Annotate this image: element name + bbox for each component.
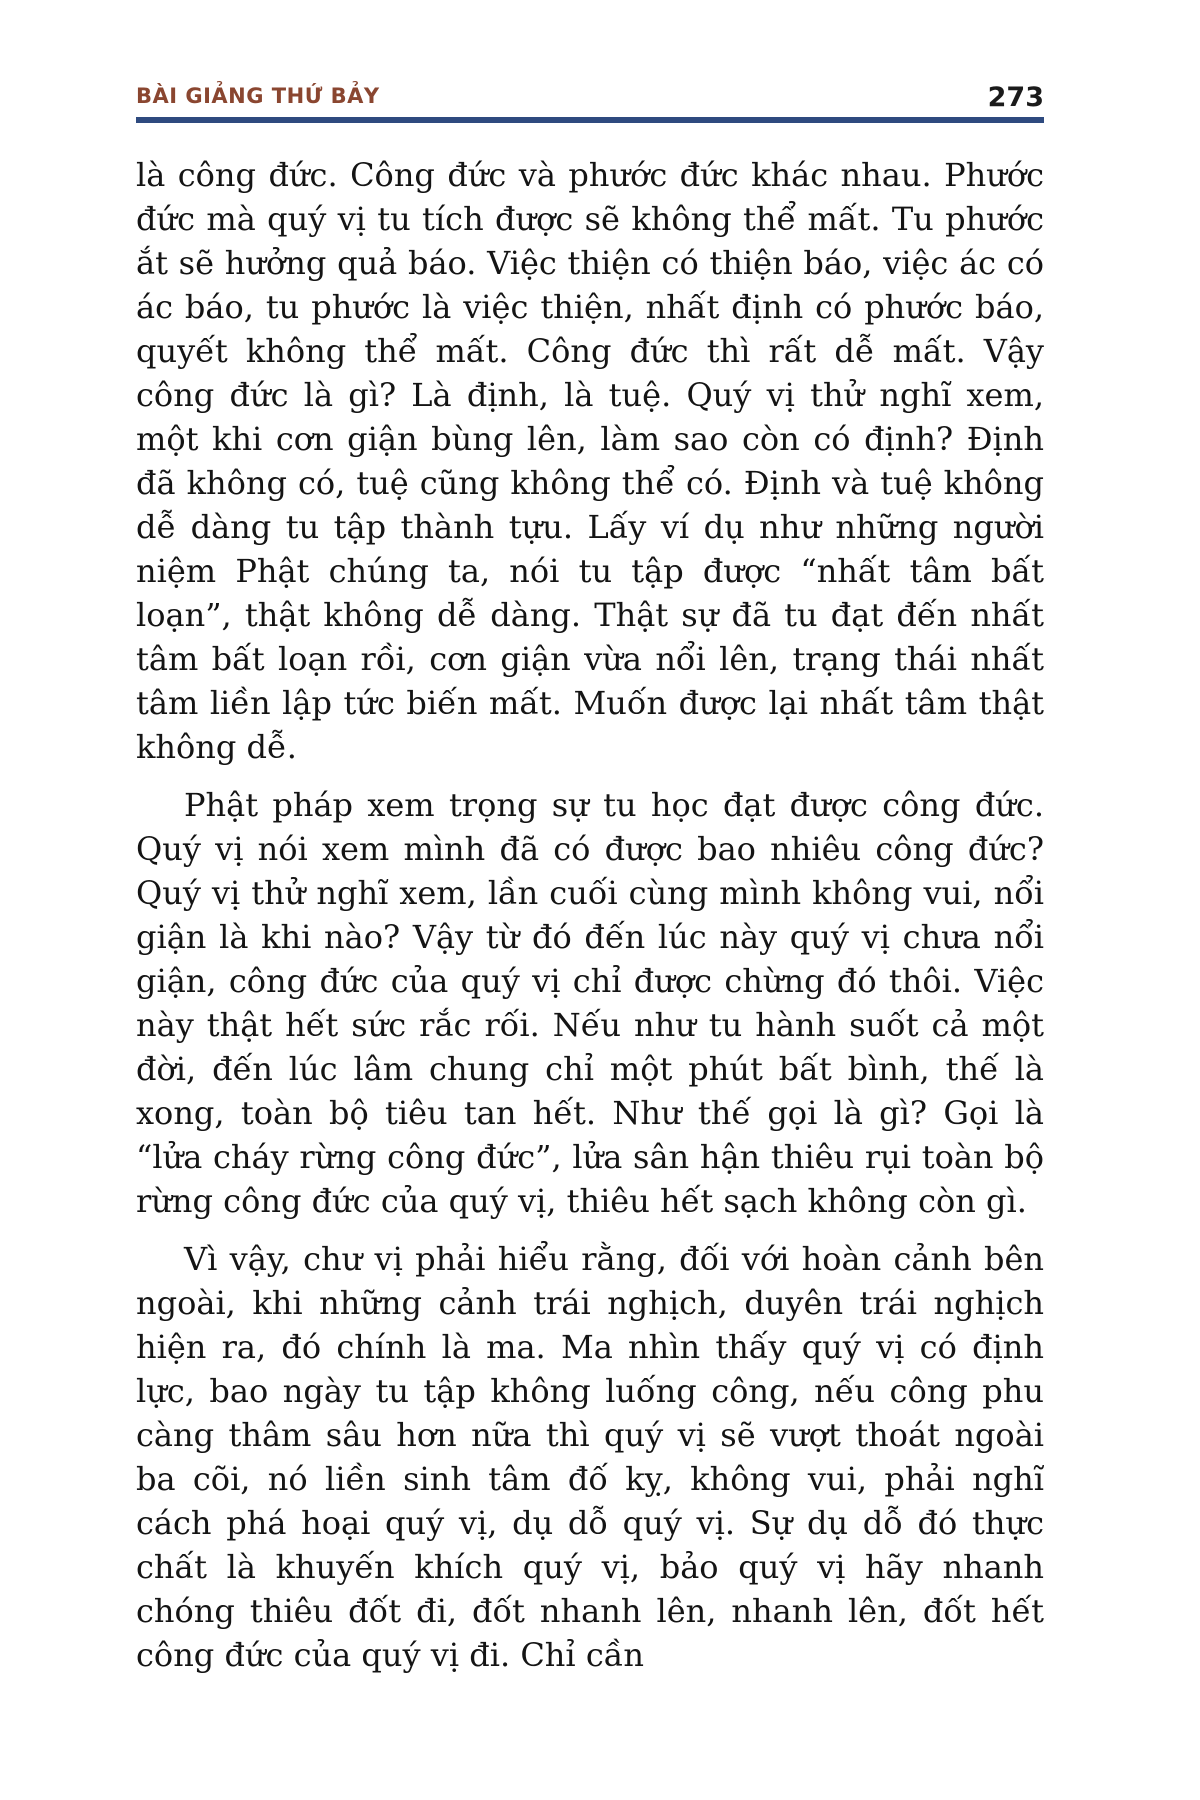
body-text-block (136, 153, 1044, 1677)
page-number: 273 (987, 82, 1044, 113)
paragraph: Phật pháp xem trọng sự tu học đạt được công đức. Quý vị nói xem mình đã có được bao nhiêu công đức? Quý vị thử nghĩ xem, lần cuối cùng mình không vui, nổi giận là khi nào? Vậy từ đó đến lúc này quý vị chưa nổi giận, công đức của quý vị chỉ được chừng đó thôi. Việc này thật hết sức rắc rối. Nếu như tu hành suốt cả một đời, đến lúc lâm chung chỉ một phút bất bình, thế là xong, toàn bộ tiêu tan hết. Như thế gọi là gì? Gọi là “lửa cháy rừng công đức”, lửa sân hận thiêu rụi toàn bộ rừng công đức của quý vị, thiêu hết sạch không còn gì. (136, 786, 1044, 1220)
header-divider-rule (136, 117, 1044, 123)
paragraph: Vì vậy, chư vị phải hiểu rằng, đối với hoàn cảnh bên ngoài, khi những cảnh trái nghịch, duyên trái nghịch hiện ra, đó chính là ma. Ma nhìn thấy quý vị có định lực, bao ngày tu tập không luống công, nếu công phu càng thâm sâu hơn nữa thì quý vị sẽ vượt thoát ngoài ba cõi, nó liền sinh tâm đố kỵ, không vui, phải nghĩ cách phá hoại quý vị, dụ dỗ quý vị. Sự dụ dỗ đó thực chất là khuyến khích quý vị, bảo quý vị hãy nhanh chóng thiêu đốt đi, đốt nhanh lên, nhanh lên, đốt hết công đức của quý vị đi. Chỉ cần (136, 1240, 1044, 1674)
running-header-title: BÀI GIẢNG THỨ BẢY (136, 84, 380, 108)
paragraph: là công đức. Công đức và phước đức khác nhau. Phước đức mà quý vị tu tích được sẽ không thể mất. Tu phước ắt sẽ hưởng quả báo. Việc thiện có thiện báo, việc ác có ác báo, tu phước là việc thiện, nhất định có phước báo, quyết không thể mất. Công đức thì rất dễ mất. Vậy công đức là gì? Là định, là tuệ. Quý vị thử nghĩ xem, một khi cơn giận bùng lên, làm sao còn có định? Định đã không có, tuệ cũng không thể có. Định và tuệ không dễ dàng tu tập thành tựu. Lấy ví dụ như những người niệm Phật chúng ta, nói tu tập được “nhất tâm bất loạn”, thật không dễ dàng. Thật sự đã tu đạt đến nhất tâm bất loạn rồi, cơn giận vừa nổi lên, trạng thái nhất tâm liền lập tức biến mất. Muốn được lại nhất tâm thật không dễ. (136, 156, 1044, 766)
page-header (136, 84, 1044, 117)
content-column (136, 84, 1044, 1691)
